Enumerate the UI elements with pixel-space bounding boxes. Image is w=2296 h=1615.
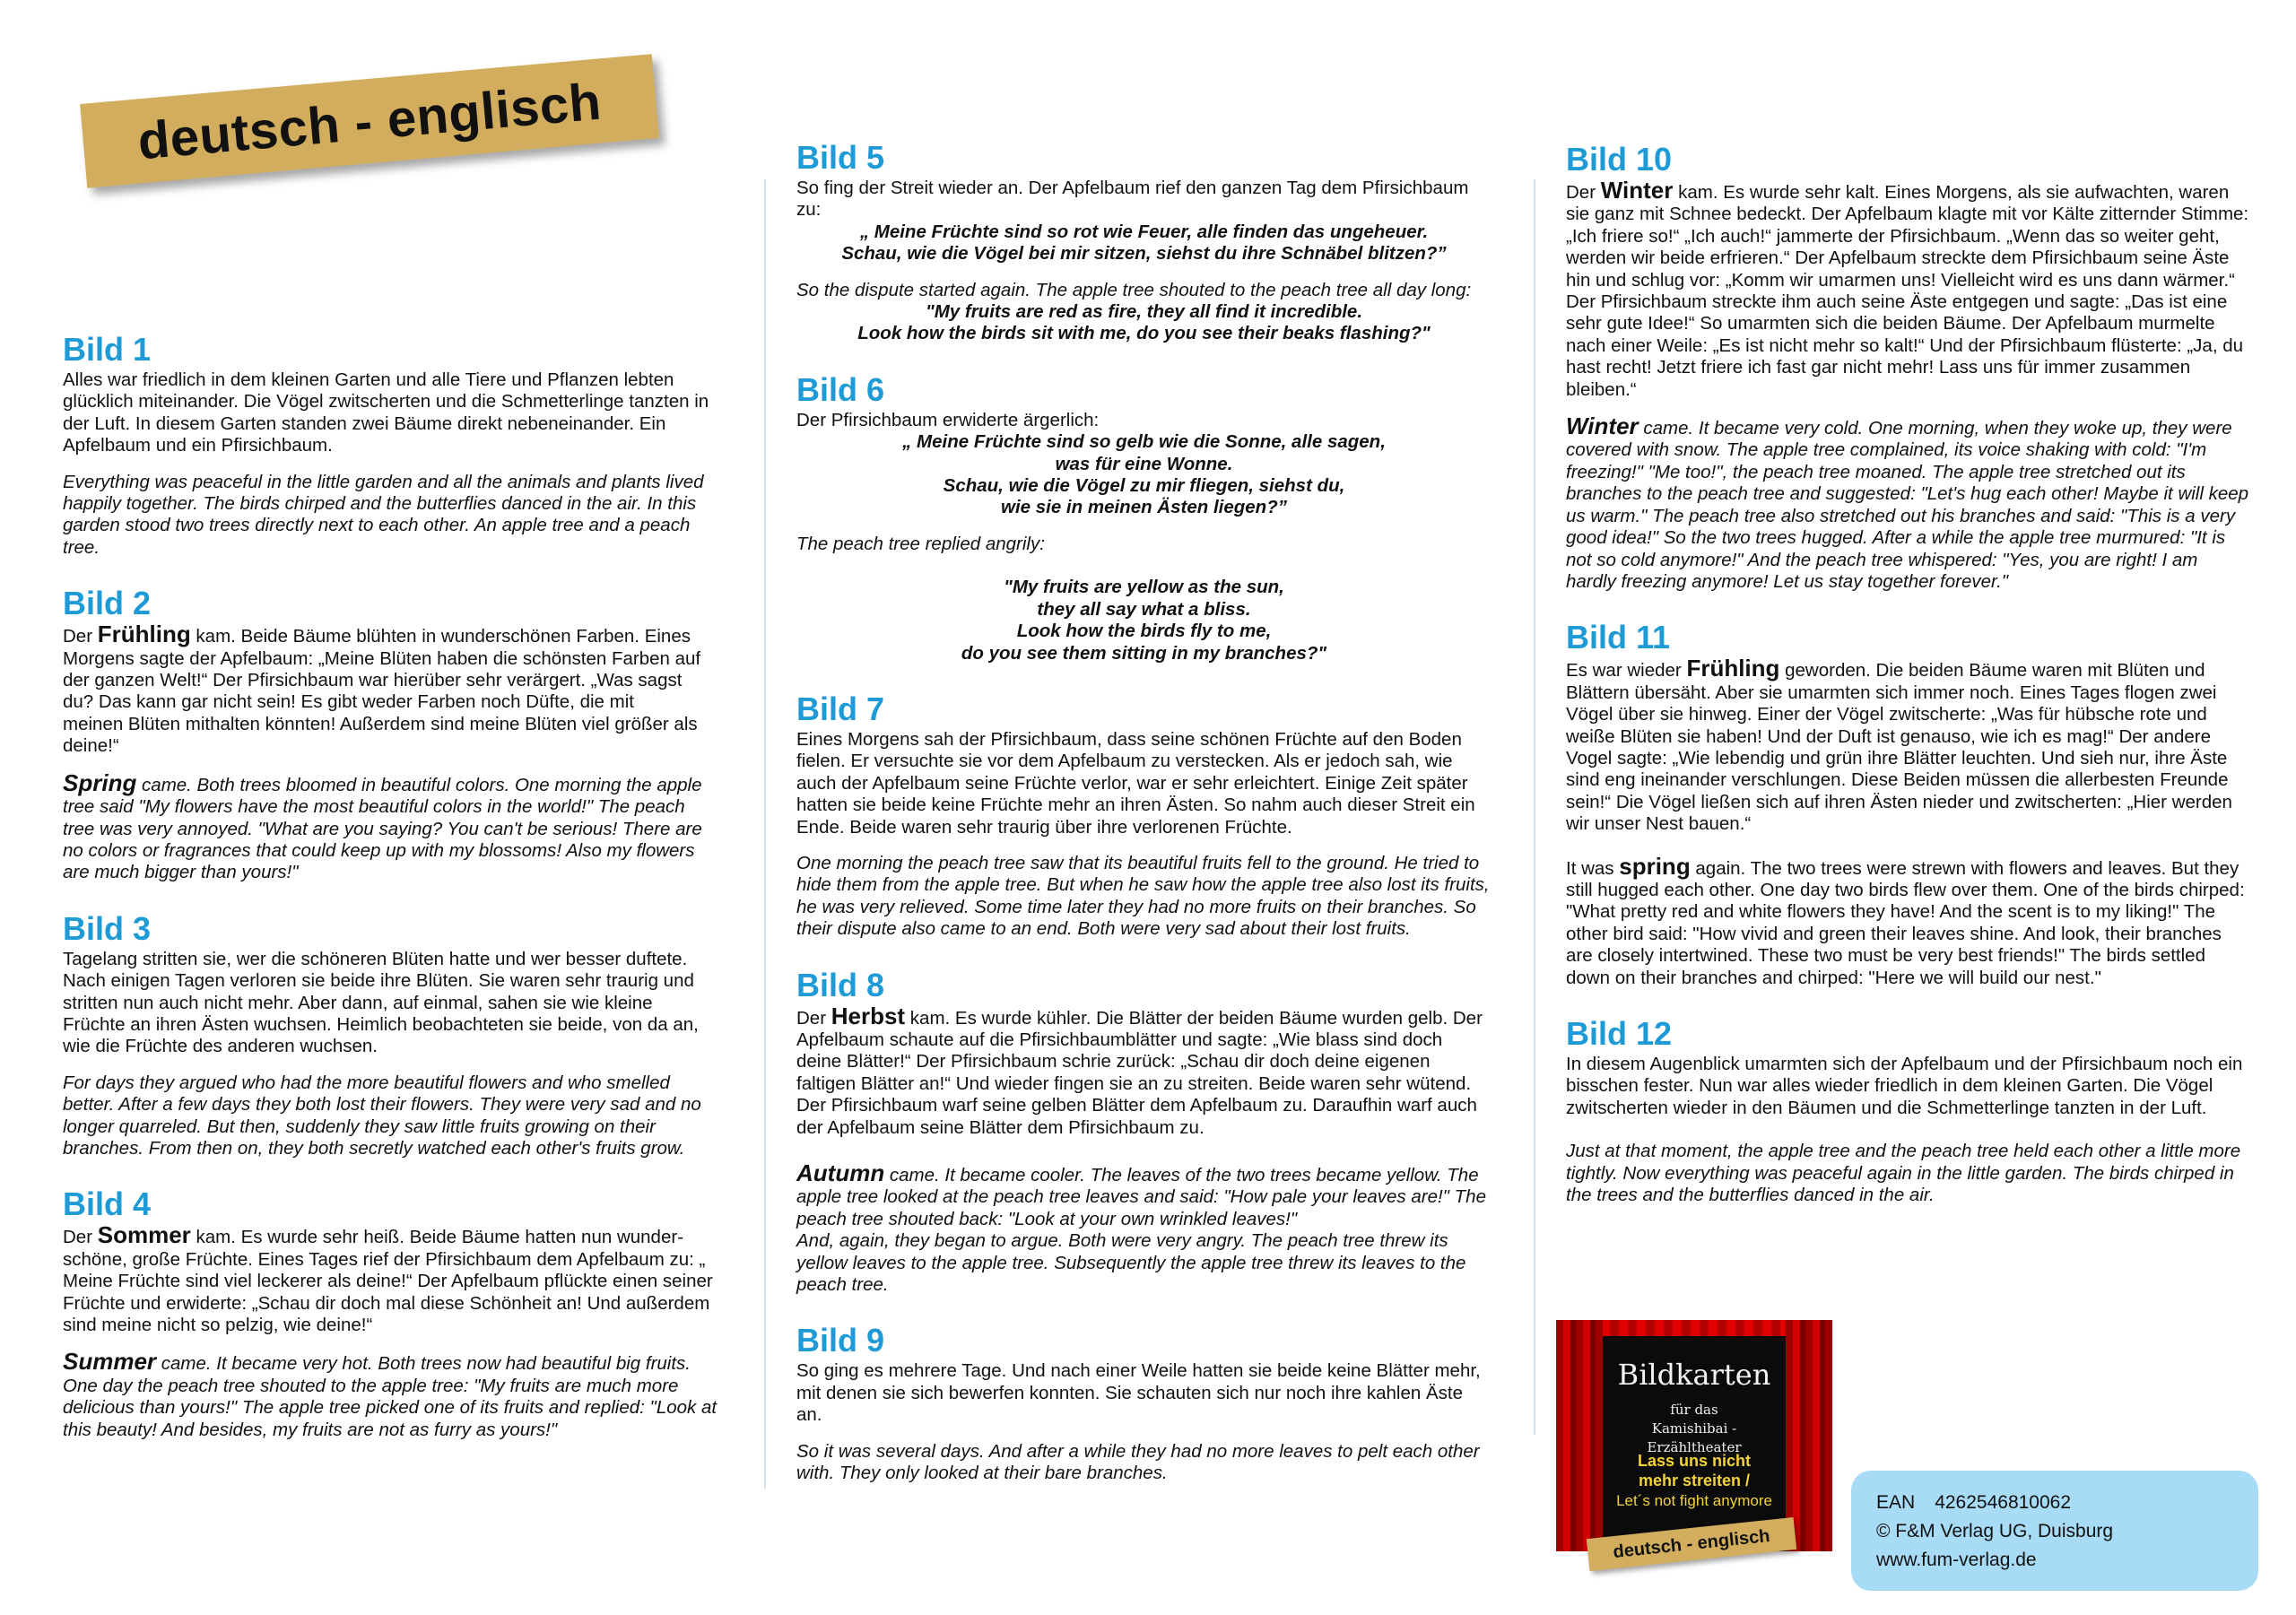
publisher-info-box [1851,1471,2258,1591]
ean-line: EAN 4262546810062 [1876,1492,2072,1513]
column-divider [764,179,766,1489]
english-quote: do you see them sitting in my branches?" [961,642,1327,664]
german-text: Der Herbst kam. Es wurde kühler. Die Blätter der beiden Bäume wurden gelb. Der Apfelbaum schaute auf die Pfirsichbaumblätter und sagte: „Wie blass sind doch deine Blätter!“ Der Pfirsichbaum schrie zurück: „Schau dir doch deine eigenen faltigen Blätter an!“ Und wieder fingen sie an zu streiten. Beide waren sehr wütend. Der Pfirsichbaum warf seine gelben Blätter dem Apfelbaum zu. Daraufhin warf auch der Apfelbaum seine Blätter dem Pfirsichbaum zu. [796,1002,1483,1138]
english-text: Autumn came. It became cooler. The leaves of the two trees became yellow. The apple tree looked at the peach tree leaves and said: "How pale your leaves are!" The peach tree shouted back: "Look at your own wrinkled leaves!" And, again, they began to argue. Both were very angry. The peach tree threw its yellow leaves to the apple tree. Subsequently the apple tree threw its leaves to the peach tree. [796,1159,1486,1296]
section-title: Bild 5 [796,139,885,176]
section-title: Bild 1 [63,331,152,368]
english-text: So the dispute started again. The apple tree shouted to the peach tree all day long: [796,279,1472,300]
section-title: Bild 6 [796,370,885,408]
english-quote: Look how the birds sit with me, do you see their beaks flashing?" [857,323,1431,344]
german-text: Der Sommer kam. Es wurde sehr heiß. Beide Bäume hatten nun wunder-schöne, große Früchte. Eines Tages rief der Pfirsichbaum dem Apfelbaum zu: „ Meine Früchte sind viel leckerer als deine!“ Der Apfelbaum pflückte einen seiner Früchte und erwiderte: „Schau dir doch mal diese Schönheit an! Und außerdem sind meine nicht so pelzig, wie deine!“ [63,1221,713,1335]
section-title: Bild 10 [1566,141,1673,178]
german-quote: Schau, wie die Vögel bei mir sitzen, siehst du ihre Schnäbel blitzen?” [841,243,1447,265]
german-text: In diesem Augenblick umarmten sich der Apfelbaum und der Pfirsichbaum noch ein bisschen fester. Nun war alles wieder friedlich in dem kleinen Garten. Die Vögel zwitscherten wieder in den Bäumen und die Schmetterlinge tanzten in der Luft. [1566,1054,2243,1118]
section-title: Bild 2 [63,585,152,622]
season-word: Spring [63,768,137,796]
english-text: Winter came. It became very cold. One morning, when they woke up, they were covered with snow. The apple tree complained, its voice shaking with cold: "I'm freezing!" "Me too!", the peach tree moaned. The apple tree stretched out its branches to the peach tree and suggested: "Let's hug each other! Maybe it will keep us warm." The peach tree also stretched out his branches and said: "This is a very good idea!" So the two trees hugged. After a while the apple tree murmured: "It is not so cold anymore!" And the peach tree whispered: "Yes, you are right! I am hardly freezing anymore! Let us stay together forever." [1566,412,2249,592]
section-bild-2 [63,586,718,883]
section-bild-4 [63,1186,718,1441]
season-word: Winter [1600,177,1674,204]
season-word: Frühling [1686,655,1780,682]
german-text: Der Winter kam. Es wurde sehr kalt. Eines Morgens, als sie aufwachten, waren sie ganz mit Schnee bedeckt. Der Apfelbaum klagte mit vor Kälte zitternder Stimme: „Ich friere so!“ „Ich auch!“ jammerte der Pfirsichbaum. „Wenn das so weiter geht, werden wir beide erfrieren.“ Der Apfelbaum streckte dem Pfirsichbaum seine Äste hin und schlug vor: „Komm wir umarmen uns! Vielleicht wird es uns dann wärmer.“ Der Pfirsichbaum streckte ihm auch seine Äste entgegen und sagte: „Das ist eine sehr gute Idee!“ So umarmten sich die beiden Bäume. Der Apfelbaum murmelte nach einer Weile: „Es ist nicht mehr so kalt!“ Und der Pfirsichbaum flüsterte: „Ja, du hast recht! Jetzt friere ich fast gar nicht mehr! Lass uns für immer zusammen bleiben.“ [1566,177,2249,400]
website-link[interactable]: www.fum-verlag.de [1876,1550,2037,1570]
german-text: Es war wieder Frühling geworden. Die beiden Bäume waren mit Blüten und Blättern übersäht. Aber sie umarmten sich immer noch. Eines Tages flogen zwei Vögel über sie hinweg. Einer der Vögel zwitscherte: „Was für hübsche rote und weiße Blüten sie haben! Und der Duft ist genauso, wie ich es mag!“ Der andere Vogel sagte: „Wie lebendig und grün ihre Blätter leuchten. Und sieh nur, ihre Äste sind eng ineinander verschlungen. Diese Beiden müssen die allerbesten Freunde sein!“ Die Vögel ließen sich auf ihren Ästen nieder und zwitscherten: „Hier werden wir unser Nest bauen.“ [1566,655,2232,835]
german-text: Eines Morgens sah der Pfirsichbaum, dass seine schönen Früchte auf den Boden fielen. Er versuchte sie vor dem Apfelbaum zu verstecken. Als er jedoch sah, wie auch der Apfelbaum seine Früchte verlor, war er sehr erleichtert. Einige Zeit später hatten sie beide keine Früchte mehr an ihren Ästen. So nahm auch dieser Streit ein Ende. Beide waren sehr traurig über ihre verlorenen Früchte. [796,728,1475,838]
german-text: Der Pfirsichbaum erwiderte ärgerlich: [796,409,1100,430]
cover-german-title: Lass uns nicht mehr streiten / [1637,1452,1752,1489]
section-bild-5 [796,140,1492,345]
english-quote: "My fruits are yellow as the sun, [1004,577,1284,598]
section-bild-3 [63,911,718,1160]
section-title: Bild 3 [63,909,152,947]
section-bild-9 [796,1323,1492,1484]
english-text: So it was several days. And after a while they had no more leaves to pelt each other with. They only looked at their bare branches. [796,1440,1480,1484]
cover-title: Bildkarten [1617,1358,1771,1392]
english-quote: Look how the birds fly to me, [1016,621,1272,642]
section-title: Bild 12 [1566,1015,1673,1052]
german-text: So fing der Streit wieder an. Der Apfelbaum rief den ganzen Tag dem Pfirsichbaum zu: [796,178,1469,221]
section-bild-6 [796,372,1492,664]
section-title: Bild 8 [796,966,885,1003]
section-bild-8 [796,968,1492,1297]
section-bild-11 [1566,620,2252,989]
season-word: Autumn [796,1159,885,1186]
english-quote: they all say what a bliss. [1037,598,1251,620]
english-text: The peach tree replied angrily: [796,533,1045,554]
curtain-left [1556,1320,1603,1551]
cover-english-title: Let´s not fight anymore [1616,1492,1772,1509]
english-text: Just at that moment, the apple tree and the peach tree held each other a little more tightly. Now everything was peaceful again in the little garden. The birds chirped in the trees and the butterflies danced in the air. [1566,1141,2241,1206]
section-bild-10 [1566,142,2252,593]
section-bild-7 [796,691,1492,941]
column-left [63,332,718,1468]
cover-subtitle: für das Kamishibai - Erzähltheater [1647,1402,1742,1455]
english-text: One morning the peach tree saw that its beautiful fruits fell to the ground. He tried to hide them from the apple tree. But when he saw how the apple tree also lost its fruits, he was very relieved. Some time later they had no more fruits on their branches. So their dispute also came to an end. Both were very sad about their lost fruits. [796,852,1490,940]
season-word: Sommer [97,1221,191,1249]
german-quote: was für eine Wonne. [1055,453,1233,474]
german-text: Tagelang stritten sie, wer die schöneren Blüten hatte und wer besser duftete. Nach einigen Tagen verloren sie beide ihre Blüten. Sie waren sehr traurig und stritten nun auch nicht mehr. Aber dann, auf einmal, sahen sie wie kleine Früchte an ihren Ästen wuchsen. Heimlich beobachteten sie beide, von da an, wie die Früchte des anderen wuchsen. [63,948,699,1057]
cover-language-tag: deutsch - englisch [1587,1517,1796,1571]
german-quote: „ Meine Früchte sind so gelb wie die Sonne, alle sagen, [902,431,1386,453]
german-text: Der Frühling kam. Beide Bäume blühten in wunderschönen Farben. Eines Morgens sagte der Apfelbaum: „Meine Blüten haben die schönsten Farben auf der ganzen Welt!“ Der Pfirsichbaum war hierüber sehr verärgert. „Was sagst du? Das kann gar nicht sein! Es gibt weder Farben noch Düfte, die mit meinen Blüten mithalten könnten! Außerdem sind meine Blüten viel größer als deine!“ [63,621,701,757]
german-quote: „ Meine Früchte sind so rot wie Feuer, alle finden das ungeheuer. [859,221,1429,242]
section-bild-1 [63,332,718,559]
english-text: It was spring again. The two trees were strewn with flowers and leaves. But they still hugged each other. One day two birds flew over them. One of the birds chirped: "What pretty red and white flowers they have! And the scent is to my liking!" The other bird said: "How vivid and green their leaves shine. And look, their branches are closely intertwined. These two must be very best friends!" The birds settled down on their branches and chirped: "Here we will build our nest." [1566,852,2245,988]
column-middle [796,140,1492,1511]
publisher-line: © F&M Verlag UG, Duisburg [1876,1521,2114,1541]
season-word: Summer [63,1348,157,1376]
german-text: So ging es mehrere Tage. Und nach einer Weile hatten sie beide keine Blätter mehr, mit denen sie sich bewerfen konnten. Sie schauten sich nur noch ihre kahlen Äste an. [796,1360,1481,1426]
column-divider [1534,179,1535,1435]
season-word: Frühling [97,621,191,648]
german-text: Alles war friedlich in dem kleinen Garten und alle Tiere und Pflanzen lebten glücklich miteinander. Die Vögel zwitscherten und die Schmetterlinge tanzten in der Luft. In diesem Garten standen zwei Bäume direkt nebeneinander. Ein Apfelbaum und ein Pfirsichbaum. [63,369,709,456]
season-word: Herbst [831,1002,906,1029]
season-word: spring [1619,852,1691,880]
section-bild-12 [1566,1016,2252,1206]
season-word: Winter [1566,412,1639,440]
german-quote: Schau, wie die Vögel zu mir fliegen, siehst du, [943,475,1345,497]
german-quote: wie sie in meinen Ästen liegen?” [1001,497,1287,518]
section-title: Bild 7 [796,690,885,727]
language-banner [80,54,659,187]
english-quote: "My fruits are red as fire, they all find it incredible. [925,301,1363,323]
english-text: Summer came. It became very hot. Both trees now had beautiful big fruits. One day the peach tree shouted to the apple tree: "My fruits are much more delicious than yours!" The apple tree picked one of its fruits and replied: "Look at this beauty! And besides, my fruits are not as furry as yours!" [63,1348,718,1440]
english-text: Spring came. Both trees bloomed in beautiful colors. One morning the apple tree said "My flowers have the most beautiful colors in the world!" The peach tree was very annoyed. "What are you saying? You can't be serious! There are no colors or fragrances that could keep up with my blossoms! Also my flowers are much bigger than yours!" [63,768,702,883]
english-text: For days they argued who had the more beautiful flowers and who smelled better. After a few days they both lost their flowers. They were very sad and no longer quarreled. But then, suddenly they saw little fruits growing on their branches. From then on, they both secretly watched each other's fruits grow. [63,1072,701,1159]
english-text: Everything was peaceful in the little garden and all the animals and plants lived happily together. The birds chirped and the butterflies danced in the air. In this garden stood two trees directly next to each other. An apple tree and a peach tree. [63,471,704,558]
section-title: Bild 4 [63,1185,152,1223]
section-title: Bild 9 [796,1322,885,1359]
column-right [1566,142,2252,1233]
banner-text: deutsch - englisch [135,72,604,170]
section-title: Bild 11 [1566,619,1671,656]
